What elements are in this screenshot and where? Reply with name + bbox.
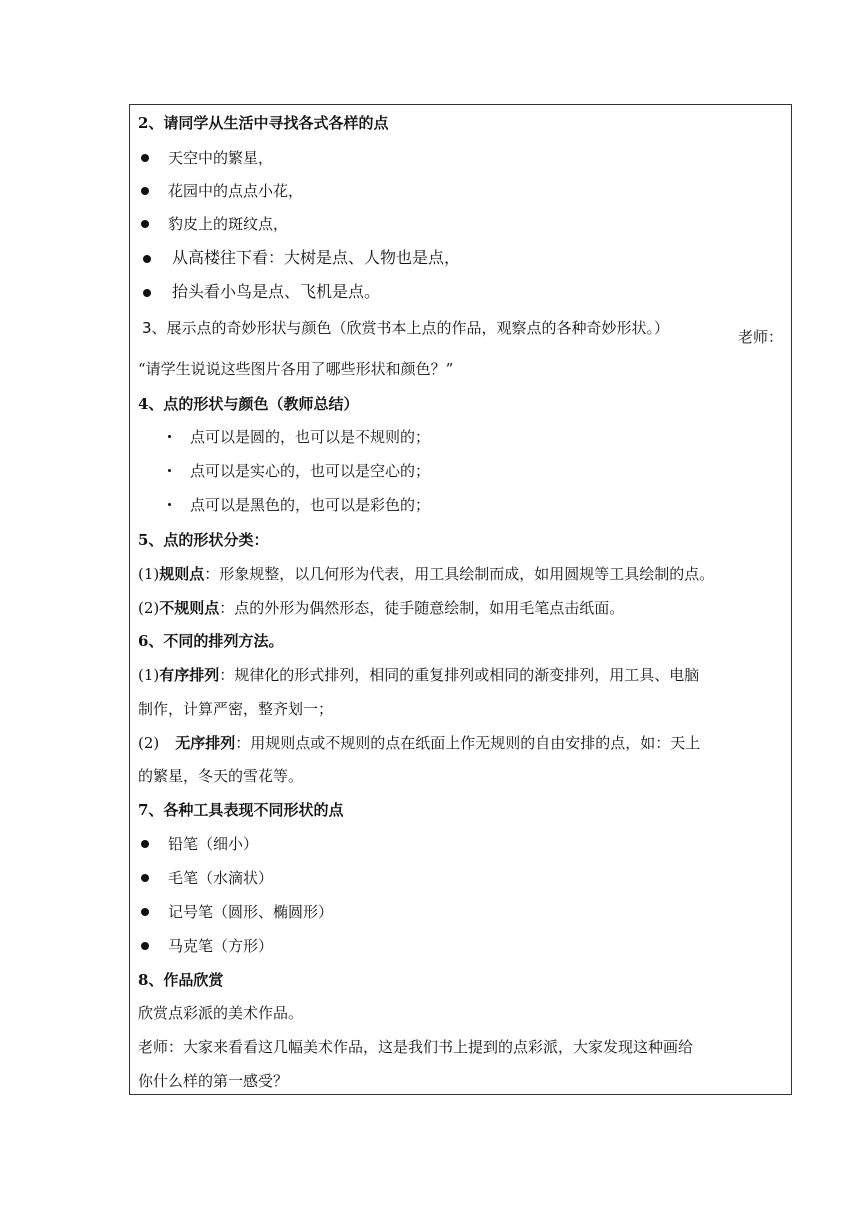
paragraph-text: ：形象规整，以几何形为代表，用工具绘制而成，如用圆规等工具绘制的点。 xyxy=(204,565,715,583)
bullet-icon xyxy=(138,214,150,234)
bullet-icon xyxy=(138,181,150,201)
list-item: 记号笔（圆形、椭圆形） xyxy=(168,903,334,921)
section-5-heading: 5、点的形状分类： xyxy=(138,531,269,549)
list-item: 天空中的繁星， xyxy=(168,149,274,167)
paragraph-prefix: (2) xyxy=(138,599,160,617)
list-item: 点可以是黑色的，也可以是彩色的； xyxy=(190,496,431,514)
paragraph-text: ：用规则点或不规则的点在纸面上作无规则的自由安排的点，如：天上 xyxy=(235,734,701,752)
small-bullet-icon xyxy=(138,427,150,447)
section-8-heading: 8、作品欣赏 xyxy=(138,971,224,989)
list-item: 抬头看小鸟是点、飞机是点。 xyxy=(172,282,381,301)
paragraph-continuation: 制作，计算严密，整齐划一； xyxy=(138,700,334,718)
list-item: 马克笔（方形） xyxy=(168,937,274,955)
term: 不规则点 xyxy=(159,599,220,617)
section-3-line: 3、展示点的奇妙形状与颜色（欣赏书本上点的作品，观察点的各种奇妙形状。） xyxy=(142,319,670,337)
paragraph xyxy=(138,733,700,753)
term: 无序排列 xyxy=(175,734,236,752)
bullet-icon xyxy=(140,283,152,303)
term: 规则点 xyxy=(159,565,205,583)
bullet-icon xyxy=(138,148,150,168)
list-item: 点可以是实心的，也可以是空心的； xyxy=(190,462,431,480)
paragraph-continuation: 的繁星，冬天的雪花等。 xyxy=(138,767,304,785)
section-7-heading: 7、各种工具表现不同形状的点 xyxy=(138,801,344,819)
paragraph xyxy=(138,564,714,584)
bullet-icon xyxy=(138,936,150,956)
paragraph-text: ：点的外形为偶然形态，徒手随意绘制，如用毛笔点击纸面。 xyxy=(219,599,625,617)
list-item: 毛笔（水滴状） xyxy=(168,869,274,887)
paragraph-prefix: (1) xyxy=(138,565,160,583)
list-item: 从高楼往下看：大树是点、人物也是点， xyxy=(172,248,461,267)
bullet-icon xyxy=(138,834,150,854)
section-3-question: “请学生说说这些图片各用了哪些形状和颜色？” xyxy=(138,360,454,378)
content-table-cell xyxy=(129,104,792,1095)
paragraph: 欣赏点彩派的美术作品。 xyxy=(138,1004,304,1022)
list-item: 铅笔（细小） xyxy=(168,835,259,853)
paragraph xyxy=(138,665,699,685)
paragraph: 老师：大家来看看这几幅美术作品，这是我们书上提到的点彩派，大家发现这种画给 xyxy=(138,1038,694,1056)
section-6-heading: 6、不同的排列方法。 xyxy=(138,632,284,650)
paragraph-prefix: (1) xyxy=(138,666,160,684)
list-item: 点可以是圆的，也可以是不规则的； xyxy=(190,428,431,446)
section-4-heading: 4、点的形状与颜色（教师总结） xyxy=(138,395,359,413)
bullet-icon xyxy=(138,902,150,922)
list-item: 花园中的点点小花， xyxy=(168,182,304,200)
small-bullet-icon xyxy=(138,461,150,481)
small-bullet-icon xyxy=(138,495,150,515)
bullet-icon xyxy=(138,868,150,888)
section-3-line-tail: 老师： xyxy=(738,328,784,346)
list-item: 豹皮上的斑纹点， xyxy=(168,215,289,233)
paragraph-continuation: 你什么样的第一感受？ xyxy=(138,1072,289,1090)
paragraph-prefix: (2) xyxy=(138,734,160,752)
bullet-icon xyxy=(140,249,152,269)
term: 有序排列 xyxy=(159,666,220,684)
paragraph-text: ：规律化的形式排列，相同的重复排列或相同的渐变排列，用工具、电脑 xyxy=(219,666,700,684)
paragraph xyxy=(138,598,624,618)
section-2-heading: 2、请同学从生活中寻找各式各样的点 xyxy=(138,114,389,132)
